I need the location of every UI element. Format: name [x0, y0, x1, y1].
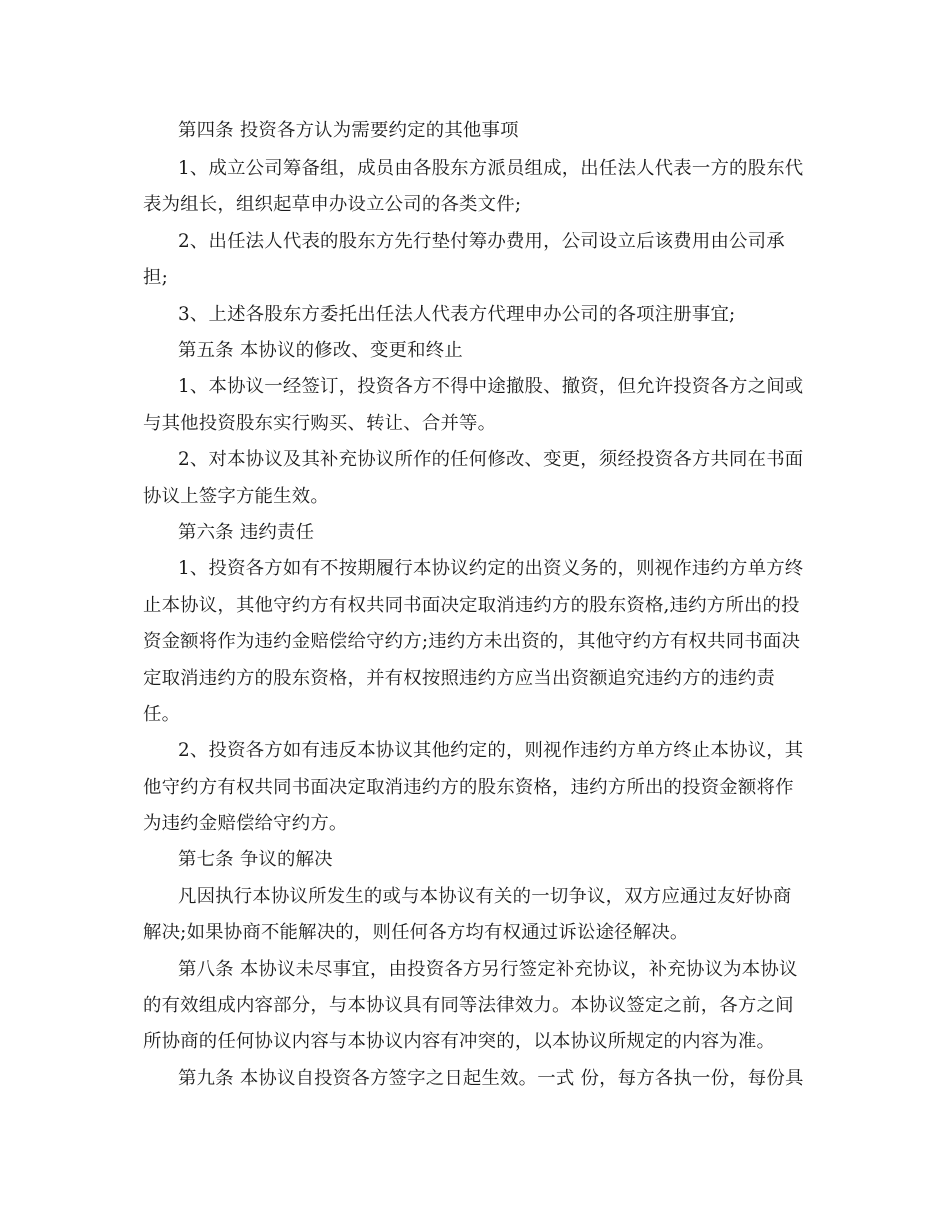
text-line: 与其他投资股东实行购买、转让、合并等。 [143, 413, 497, 434]
text-line: 所协商的任何协议内容与本协议内容有冲突的，以本协议所规定的内容为准。 [143, 1031, 776, 1052]
text-line: 2、对本协议及其补充协议所作的任何修改、变更，须经投资各方共同在书面 [178, 449, 804, 470]
text-line: 解决;如果协商不能解决的，则任何各方均有权通过诉讼途径解决。 [143, 922, 689, 943]
text-line: 1、成立公司筹备组，成员由各股东方派员组成，出任法人代表一方的股东代 [178, 158, 804, 179]
text-line: 2、出任法人代表的股东方先行垫付筹办费用，公司设立后该费用由公司承 [178, 231, 785, 252]
text-line: 凡因执行本协议所发生的或与本协议有关的一切争议，双方应通过友好协商 [178, 886, 792, 907]
text-line: 的有效组成内容部分，与本协议具有同等法律效力。本协议签定之前，各方之间 [143, 995, 794, 1016]
text-line: 协议上签字方能生效。 [143, 486, 329, 507]
text-line: 止本协议，其他守约方有权共同书面决定取消违约方的股东资格,违约方所出的投 [143, 595, 800, 616]
text-line: 2、投资各方如有违反本协议其他约定的，则视作违约方单方终止本协议，其 [178, 740, 804, 761]
article-5-heading: 第五条 本协议的修改、变更和终止 [178, 340, 463, 361]
text-line: 任。 [143, 704, 181, 725]
text-line: 3、上述各股东方委托出任法人代表方代理申办公司的各项注册事宜; [178, 304, 736, 325]
text-line: 为违约金赔偿给守约方。 [143, 813, 348, 834]
text-line: 1、本协议一经签订，投资各方不得中途撤股、撤资，但允许投资各方之间或 [178, 376, 804, 397]
article-6-heading: 第六条 违约责任 [178, 522, 315, 543]
article-7-heading: 第七条 争议的解决 [178, 849, 333, 870]
text-line: 定取消违约方的股东资格，并有权按照违约方应当出资额追究违约方的违约责 [143, 668, 776, 689]
text-line: 他守约方有权共同书面决定取消违约方的股东资格，违约方所出的投资金额将作 [143, 777, 794, 798]
text-line: 表为组长，组织起草申办设立公司的各类文件; [143, 194, 522, 215]
article-9-text: 第九条 本协议自投资各方签字之日起生效。一式 份，每方各执一份，每份具 [178, 1068, 804, 1089]
article-8-text: 第八条 本协议未尽事宜，由投资各方另行签定补充协议，补充协议为本协议 [178, 959, 798, 980]
text-line: 担; [143, 267, 168, 288]
article-4-heading: 第四条 投资各方认为需要约定的其他事项 [178, 120, 519, 141]
text-line: 资金额将作为违约金赔偿给守约方;违约方未出资的，其他守约方有权共同书面决 [143, 631, 801, 652]
text-line: 1、投资各方如有不按期履行本协议约定的出资义务的，则视作违约方单方终 [178, 558, 804, 579]
